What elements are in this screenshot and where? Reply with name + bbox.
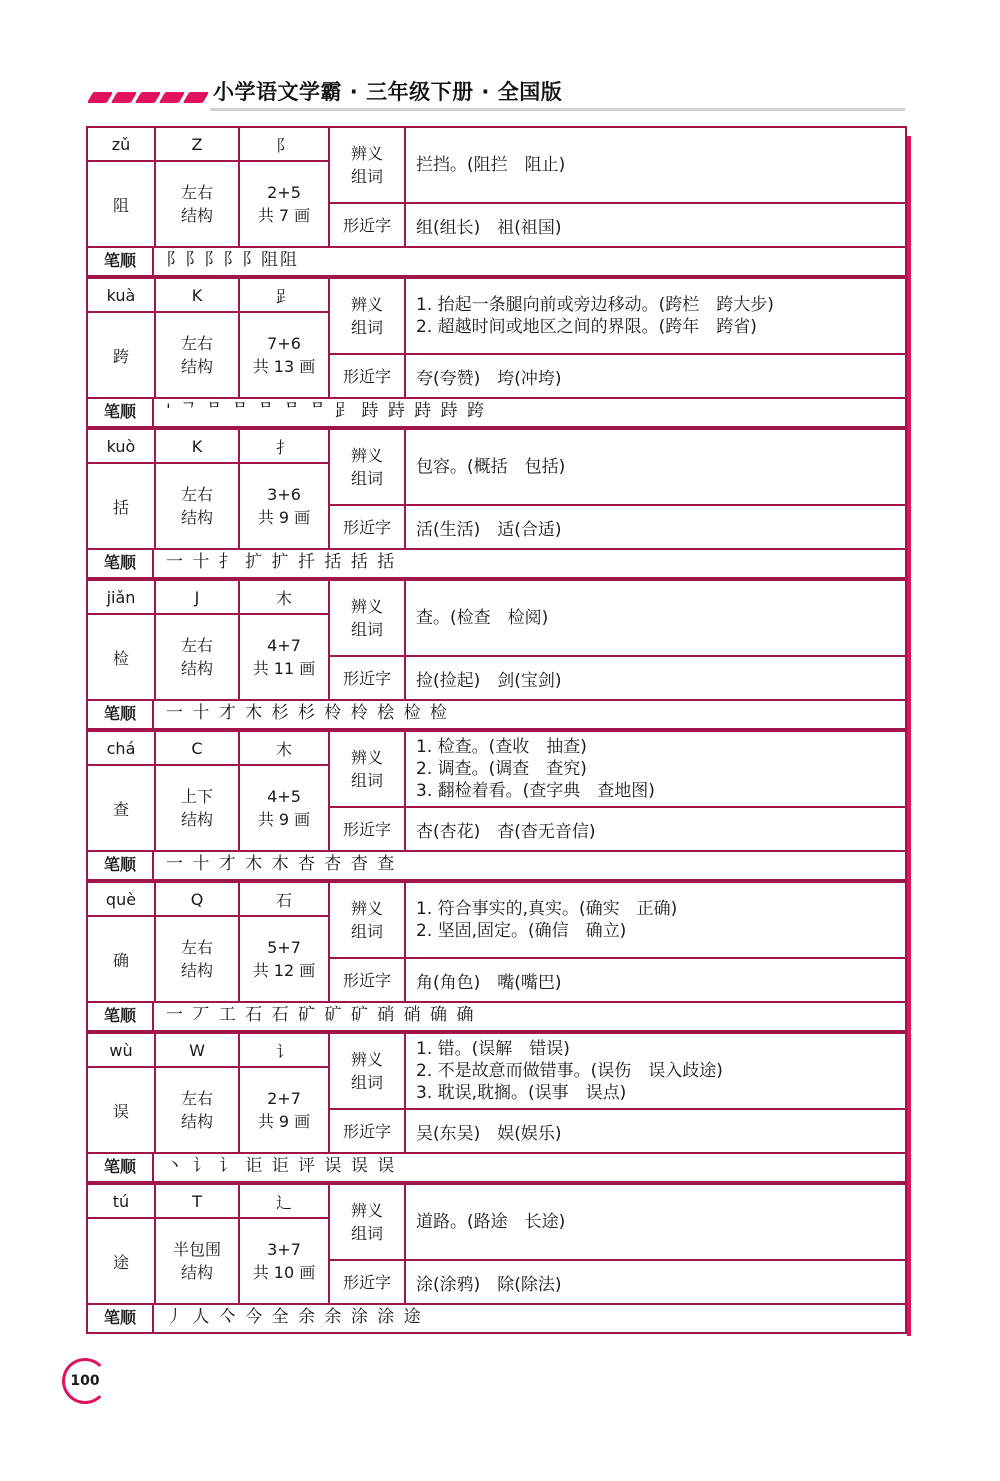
stroke-order-sequence: 一 十 扌 扩 扩 扦 括 括 括	[166, 552, 397, 572]
stroke-total: 共 13 画	[252, 357, 316, 376]
meaning-label-cell	[329, 731, 405, 807]
structure-type: 左右	[180, 485, 213, 504]
meaning-line: 1. 抬起一条腿向前或旁边移动。(跨栏 跨大步)	[416, 295, 774, 315]
radical-cell: 石	[239, 882, 329, 916]
stroke-count-cell	[239, 161, 329, 247]
similar-chars-cell: 杏(杏花) 杳(杳无音信)	[405, 807, 906, 851]
meaning-cell	[405, 731, 906, 807]
stroke-order-label: 笔顺	[88, 548, 154, 577]
entry-grid	[86, 730, 907, 852]
stroke-count-cell	[239, 463, 329, 549]
structure-cell	[155, 1218, 239, 1304]
similar-chars-cell: 涂(涂鸦) 除(除法)	[405, 1260, 906, 1304]
label-zuci: 组词	[350, 1224, 383, 1243]
radical-cell: 木	[239, 580, 329, 614]
character-table	[86, 126, 907, 1334]
radical-cell: 辶	[239, 1184, 329, 1218]
stroke-total: 共 10 画	[252, 1263, 316, 1282]
character-entry	[86, 579, 907, 730]
character-entry	[86, 730, 907, 881]
pinyin-cell: chá	[87, 731, 155, 765]
character-entry	[86, 1032, 907, 1183]
radical-cell: 木	[239, 731, 329, 765]
structure-cell	[155, 161, 239, 247]
stroke-order-sequence: 丶 讠 讠 讵 讵 评 误 误 误	[166, 1156, 397, 1176]
similar-chars-cell: 捡(捡起) 剑(宝剑)	[405, 656, 906, 700]
meaning-cell	[405, 127, 906, 203]
stroke-formula: 2+5	[267, 183, 301, 202]
initial-letter-cell: Z	[155, 127, 239, 161]
right-margin-line	[907, 136, 911, 1336]
stroke-formula: 3+7	[267, 1240, 301, 1259]
entry-grid	[86, 277, 907, 399]
stroke-order-sequence: 一 十 才 木 木 杏 杏 杳 查	[166, 854, 397, 874]
similar-chars-cell: 角(角色) 嘴(嘴巴)	[405, 958, 906, 1002]
similar-chars-cell: 夸(夸赞) 垮(冲垮)	[405, 354, 906, 398]
stroke-order-row	[86, 246, 907, 277]
character-cell: 阻	[87, 161, 155, 247]
meaning-line: 包容。(概括 包括)	[416, 457, 566, 477]
similar-chars-cell: 组(组长) 祖(祖国)	[405, 203, 906, 247]
pinyin-cell: zǔ	[87, 127, 155, 161]
similar-label-cell: 形近字	[329, 958, 405, 1002]
stroke-order-label: 笔顺	[88, 397, 154, 426]
structure-type: 半包围	[172, 1240, 221, 1259]
structure-type: 左右	[180, 334, 213, 353]
meaning-label-cell	[329, 278, 405, 354]
meaning-line: 查。(检查 检阅)	[416, 608, 549, 628]
similar-label-cell: 形近字	[329, 354, 405, 398]
stroke-formula: 3+6	[267, 485, 301, 504]
stroke-count-cell	[239, 614, 329, 700]
meaning-line: 1. 检查。(查收 抽查)	[416, 737, 587, 757]
label-bianyi: 辨义	[350, 295, 383, 314]
structure-suffix: 结构	[180, 1263, 213, 1282]
similar-label-cell: 形近字	[329, 505, 405, 549]
meaning-line: 道路。(路途 长途)	[416, 1212, 566, 1232]
structure-type: 左右	[180, 1089, 213, 1108]
meaning-line: 2. 调查。(调查 查究)	[416, 759, 587, 779]
meaning-line: 1. 错。(误解 错误)	[416, 1039, 570, 1059]
stroke-order-label: 笔顺	[88, 1303, 154, 1332]
stroke-count-cell	[239, 1067, 329, 1153]
structure-cell	[155, 916, 239, 1002]
stroke-count-cell	[239, 1218, 329, 1304]
meaning-label-cell	[329, 580, 405, 656]
label-zuci: 组词	[350, 620, 383, 639]
stroke-formula: 4+5	[267, 787, 301, 806]
similar-label-cell: 形近字	[329, 656, 405, 700]
structure-type: 左右	[180, 636, 213, 655]
meaning-cell	[405, 1184, 906, 1260]
header-rule	[210, 108, 905, 111]
meaning-cell	[405, 580, 906, 656]
meaning-line: 3. 耽误,耽搁。(误事 误点)	[416, 1083, 627, 1103]
structure-suffix: 结构	[180, 659, 213, 678]
stroke-total: 共 9 画	[257, 508, 311, 527]
entry-grid	[86, 579, 907, 701]
stroke-order-label: 笔顺	[88, 850, 154, 879]
stroke-order-row	[86, 850, 907, 881]
similar-label-cell: 形近字	[329, 1109, 405, 1153]
header-stripes	[90, 88, 210, 107]
initial-letter-cell: K	[155, 429, 239, 463]
stroke-total: 共 9 画	[257, 1112, 311, 1131]
stroke-order-row	[86, 397, 907, 428]
entry-grid	[86, 1183, 907, 1305]
structure-cell	[155, 1067, 239, 1153]
structure-type: 上下	[180, 787, 213, 806]
radical-cell: 𧾷	[239, 278, 329, 312]
structure-suffix: 结构	[180, 206, 213, 225]
meaning-line: 2. 超越时间或地区之间的界限。(跨年 跨省)	[416, 317, 757, 337]
entry-grid	[86, 126, 907, 248]
character-cell: 途	[87, 1218, 155, 1304]
stroke-total: 共 9 画	[257, 810, 311, 829]
stroke-formula: 2+7	[267, 1089, 301, 1108]
character-cell: 确	[87, 916, 155, 1002]
initial-letter-cell: K	[155, 278, 239, 312]
book-title: 小学语文学霸 · 三年级下册 · 全国版	[213, 80, 563, 104]
meaning-line: 3. 翻检着看。(查字典 查地图)	[416, 781, 655, 801]
character-cell: 查	[87, 765, 155, 851]
pinyin-cell: tú	[87, 1184, 155, 1218]
structure-cell	[155, 463, 239, 549]
label-zuci: 组词	[350, 1073, 383, 1092]
initial-letter-cell: J	[155, 580, 239, 614]
stroke-order-row	[86, 699, 907, 730]
label-zuci: 组词	[350, 318, 383, 337]
initial-letter-cell: Q	[155, 882, 239, 916]
stroke-order-row	[86, 1152, 907, 1183]
label-zuci: 组词	[350, 167, 383, 186]
meaning-label-cell	[329, 882, 405, 958]
meaning-cell	[405, 882, 906, 958]
label-bianyi: 辨义	[350, 748, 383, 767]
pinyin-cell: què	[87, 882, 155, 916]
stroke-order-row	[86, 1303, 907, 1334]
similar-chars-cell: 活(生活) 适(合适)	[405, 505, 906, 549]
structure-suffix: 结构	[180, 810, 213, 829]
pinyin-cell: jiǎn	[87, 580, 155, 614]
structure-suffix: 结构	[180, 1112, 213, 1131]
stroke-order-label: 笔顺	[88, 246, 154, 275]
stroke-order-row	[86, 1001, 907, 1032]
meaning-cell	[405, 429, 906, 505]
stroke-count-cell	[239, 312, 329, 398]
label-zuci: 组词	[350, 469, 383, 488]
stroke-order-row	[86, 548, 907, 579]
stroke-total: 共 7 画	[257, 206, 311, 225]
initial-letter-cell: W	[155, 1033, 239, 1067]
character-entry	[86, 428, 907, 579]
meaning-line: 拦挡。(阻拦 阻止)	[416, 155, 566, 175]
entry-grid	[86, 1032, 907, 1154]
structure-suffix: 结构	[180, 357, 213, 376]
character-cell: 括	[87, 463, 155, 549]
character-entry	[86, 881, 907, 1032]
meaning-cell	[405, 278, 906, 354]
meaning-label-cell	[329, 127, 405, 203]
radical-cell: 讠	[239, 1033, 329, 1067]
stroke-total: 共 11 画	[252, 659, 316, 678]
initial-letter-cell: C	[155, 731, 239, 765]
structure-cell	[155, 765, 239, 851]
character-cell: 跨	[87, 312, 155, 398]
meaning-line: 2. 不是故意而做错事。(误伤 误入歧途)	[416, 1061, 723, 1081]
stroke-order-sequence: ' ᄀ ᄆ ᄆ ᄆ ᄆ ᄆ 𧾷 跱 跱 跱 跱 跨	[166, 401, 487, 421]
character-entry	[86, 1183, 907, 1334]
meaning-label-cell	[329, 1033, 405, 1109]
meaning-label-cell	[329, 1184, 405, 1260]
stroke-formula: 4+7	[267, 636, 301, 655]
character-cell: 检	[87, 614, 155, 700]
character-entry	[86, 126, 907, 277]
stroke-order-label: 笔顺	[88, 699, 154, 728]
character-entry	[86, 277, 907, 428]
pinyin-cell: wù	[87, 1033, 155, 1067]
stroke-order-sequence: 阝阝阝阝阝阻阻	[166, 250, 299, 270]
radical-cell: 阝	[239, 127, 329, 161]
label-zuci: 组词	[350, 922, 383, 941]
stroke-order-label: 笔顺	[88, 1152, 154, 1181]
stroke-count-cell	[239, 765, 329, 851]
page-number: 100	[62, 1358, 108, 1404]
structure-suffix: 结构	[180, 508, 213, 527]
pinyin-cell: kuà	[87, 278, 155, 312]
label-bianyi: 辨义	[350, 446, 383, 465]
meaning-cell	[405, 1033, 906, 1109]
entry-grid	[86, 881, 907, 1003]
label-bianyi: 辨义	[350, 597, 383, 616]
meaning-line: 1. 符合事实的,真实。(确实 正确)	[416, 899, 678, 919]
structure-type: 左右	[180, 938, 213, 957]
similar-label-cell: 形近字	[329, 1260, 405, 1304]
entry-grid	[86, 428, 907, 550]
meaning-label-cell	[329, 429, 405, 505]
label-bianyi: 辨义	[350, 144, 383, 163]
structure-cell	[155, 312, 239, 398]
character-cell: 误	[87, 1067, 155, 1153]
stroke-order-sequence: 一 丆 工 石 石 矿 矿 矿 硝 硝 确 确	[166, 1005, 476, 1025]
pinyin-cell: kuò	[87, 429, 155, 463]
stroke-formula: 7+6	[267, 334, 301, 353]
stroke-order-sequence: 一 十 才 木 杉 杉 柃 柃 桧 检 检	[166, 703, 450, 723]
label-bianyi: 辨义	[350, 899, 383, 918]
structure-suffix: 结构	[180, 961, 213, 980]
stroke-formula: 5+7	[267, 938, 301, 957]
meaning-line: 2. 坚固,固定。(确信 确立)	[416, 921, 627, 941]
stroke-total: 共 12 画	[252, 961, 316, 980]
label-zuci: 组词	[350, 771, 383, 790]
initial-letter-cell: T	[155, 1184, 239, 1218]
label-bianyi: 辨义	[350, 1050, 383, 1069]
stroke-count-cell	[239, 916, 329, 1002]
structure-cell	[155, 614, 239, 700]
radical-cell: 扌	[239, 429, 329, 463]
stroke-order-label: 笔顺	[88, 1001, 154, 1030]
page-header	[0, 70, 1000, 116]
label-bianyi: 辨义	[350, 1201, 383, 1220]
structure-type: 左右	[180, 183, 213, 202]
similar-chars-cell: 吴(东吴) 娱(娱乐)	[405, 1109, 906, 1153]
stroke-order-sequence: 丿 人 亽 今 全 余 余 涂 涂 途	[166, 1307, 423, 1327]
similar-label-cell: 形近字	[329, 807, 405, 851]
similar-label-cell: 形近字	[329, 203, 405, 247]
